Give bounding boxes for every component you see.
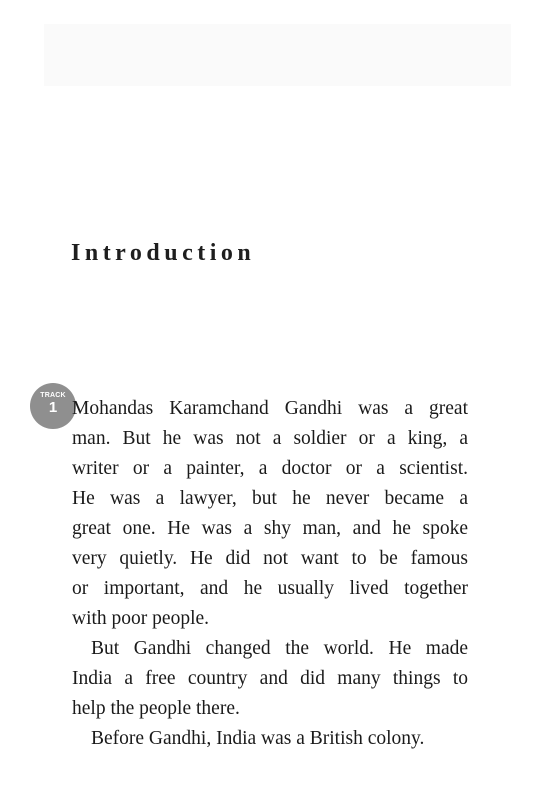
text-line: Mohandas Karamchand Gandhi was a great	[72, 398, 468, 419]
track-number: 1	[48, 399, 58, 416]
body-text	[72, 394, 468, 754]
text-line: very quietly. He did not want to be famous	[72, 548, 468, 569]
audio-track-badge	[30, 383, 76, 429]
text-line: with poor people.	[72, 608, 210, 629]
text-line: or important, and he usually lived together	[72, 578, 468, 599]
paragraph-2	[72, 634, 468, 724]
header-band	[44, 24, 511, 86]
text-line: writer or a painter, a doctor or a scientist.	[72, 458, 468, 479]
text-line: great one. He was a shy man, and he spoke	[72, 518, 468, 539]
track-label: TRACK	[40, 392, 66, 399]
paragraph-3	[72, 724, 468, 754]
text-line: He was a lawyer, but he never became a	[72, 488, 468, 509]
paragraph-1	[72, 394, 468, 634]
text-line: India a free country and did many things to	[72, 668, 468, 689]
text-line: Before Gandhi, India was a British colony.	[91, 728, 425, 749]
text-line: help the people there.	[72, 698, 240, 719]
chapter-title: Introduction	[71, 240, 256, 266]
text-line: man. But he was not a soldier or a king, a	[72, 428, 468, 449]
text-line: But Gandhi changed the world. He made	[91, 638, 468, 659]
